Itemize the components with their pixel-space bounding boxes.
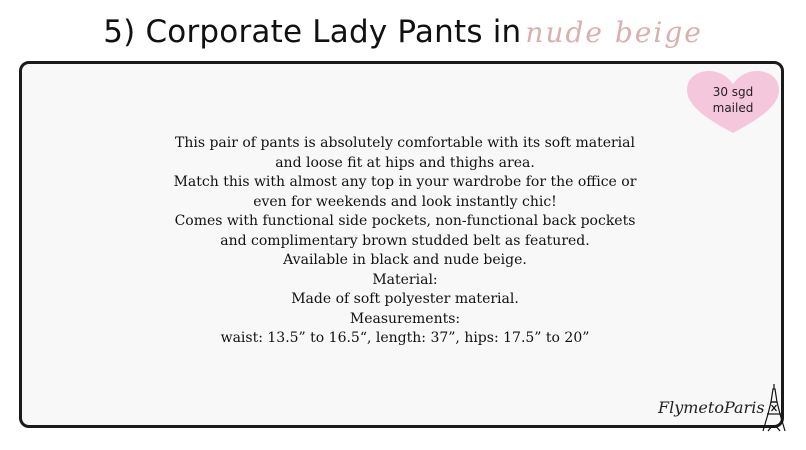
description-line: waist: 13.5” to 16.5“, length: 37”, hips: 17.5” to 20” [220,330,590,346]
price-shipping: mailed [712,101,754,115]
description-line: Available in black and nude beige. [283,252,527,268]
description-line: and loose fit at hips and thighs area. [275,154,535,171]
description-line: Material: [372,271,438,288]
description-line: even for weekends and look instantly chic! [253,193,557,210]
price-badge [683,84,783,116]
brand-signature: FlymetoParis [658,398,765,417]
title-text: 5) Corporate Lady Pants in [103,14,522,50]
description-line: Comes with functional side pockets, non-functional back pockets [174,213,636,229]
page-title [0,14,806,50]
title-color-accent: nude beige [525,16,703,49]
product-description [140,134,670,349]
eiffel-tower-icon [762,384,786,432]
description-line: This pair of pants is absolutely comfortable with its soft material [174,135,635,151]
price-amount: 30 sgd [712,85,754,99]
description-line: Measurements: [349,310,461,327]
description-line: Made of soft polyester material. [291,291,519,307]
description-line: Match this with almost any top in your wardrobe for the office or [173,174,637,190]
description-line: and complimentary brown studded belt as featured. [220,232,590,249]
